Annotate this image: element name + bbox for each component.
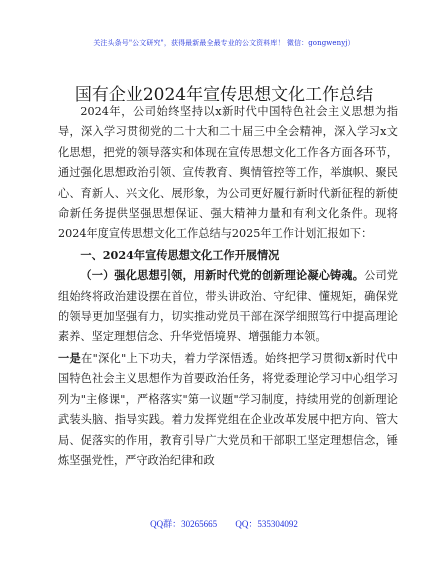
promo-line: 关注头条号"公文研究"，获得最新最全最专业的公文资料库！ 微信：gongwenyj） [93, 39, 355, 47]
document-body [58, 102, 398, 471]
footer-contacts [0, 517, 448, 530]
point-paragraph [58, 348, 398, 471]
footer-qq-group: QQ群：30265665 [150, 519, 218, 529]
document-title: 国有企业2024年宣传思想文化工作总结 [74, 85, 374, 105]
footer-qq: QQ：535304092 [235, 519, 298, 529]
point-lead: 一是 [58, 350, 82, 365]
section-heading: 一、2024年宣传思想文化工作开展情况 [80, 247, 280, 262]
subsection-body: 公司党组始终将政治建设摆在首位，带头讲政治、守纪律、懂规矩，确保党的领导更加坚强有力，切实推动党员干部在深学细照笃行中提高理论素养、坚定理想信念、升华党悟境界、增强能力本领。 [58, 269, 398, 344]
subsection-heading: （一）强化思想引领，用新时代党的创新理论凝心铸魂。 [80, 268, 365, 283]
point-body: 在"深化"上下功夫，着力学深悟透。始终把学习贯彻x新时代中国特色社会主义思想作为首要政治任务，将党委理论学习中心组学习列为"主修课"，严格落实"第一议题"学习制度，持续用党的创新理论武装头脑、指导实践。着力发挥党组在企业改革发展中把方向、管大局、促落实的作用，教育引导广大党员和干部职工坚定理想信念，锤炼坚强党性，严守政治纪律和政 [58, 351, 398, 467]
subsection-paragraph [58, 265, 398, 348]
intro-paragraph: 2024年，公司始终坚持以x新时代中国特色社会主义思想为指导，深入学习贯彻党的二十大和二十届三中全会精神，深入学习x文化思想，把党的领导落实和体现在宣传思想文化工作各方面各环节，通过强化思想政治引领、宣传教育、舆情管控等工作，举旗帜、聚民心、育新人、兴文化、展形象，为公司更好履行新时代新征程的新使命新任务提供坚强思想保证、强大精神力量和有利文化条件。现将2024年度宣传思想文化工作总结与2025年工作计划汇报如下： [58, 105, 398, 241]
